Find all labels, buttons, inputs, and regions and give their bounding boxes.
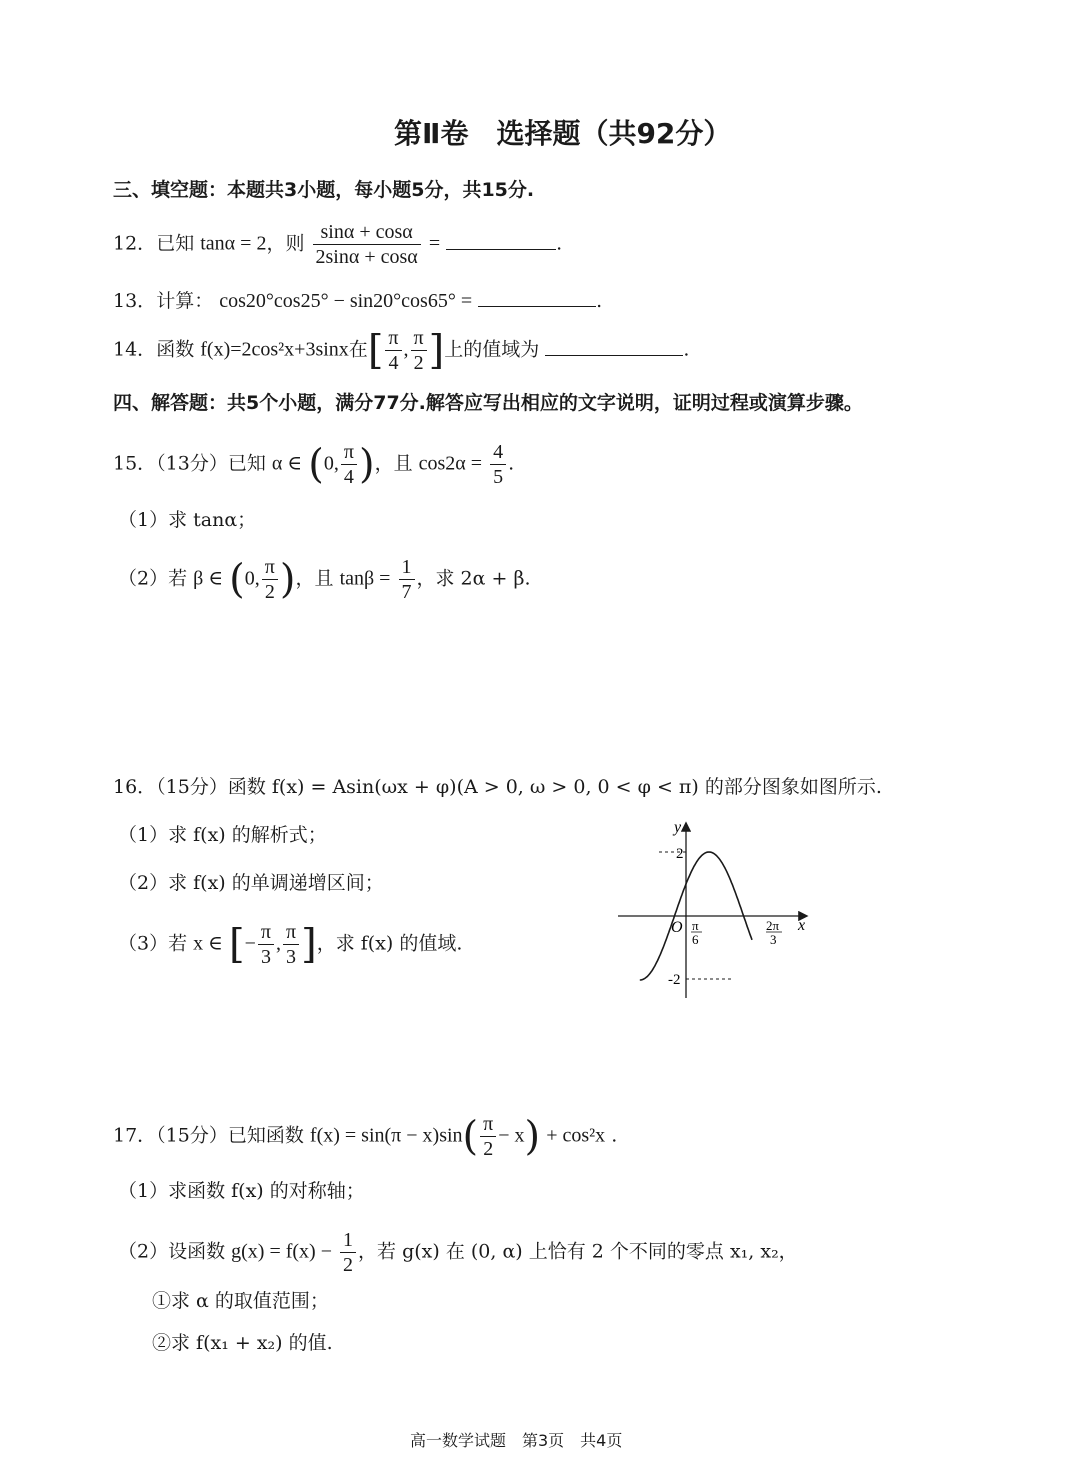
page-title: 第Ⅱ卷 选择题（共92分） bbox=[394, 117, 732, 150]
q14-answer-blank[interactable] bbox=[545, 337, 683, 356]
question-15: 15．（13分）已知 α ∈ (0, $\frac{\pi}{4}$ )，且 cos2α = $\frac{4}{5}$ . bbox=[113, 441, 515, 488]
section-4-heading: 四、解答题：共5个小题，满分77分.解答应写出相应的文字说明，证明过程或演算步骤。 bbox=[113, 392, 863, 414]
origin-label: O bbox=[671, 919, 683, 936]
question-16-part-2: （2）求 f(x) 的单调递增区间； bbox=[118, 872, 384, 894]
section-3-heading: 三、填空题：本题共3小题，每小题5分，共15分. bbox=[113, 179, 535, 201]
tick1-den: 6 bbox=[692, 932, 699, 947]
question-12: 12．已知 tanα = 2，则 $\frac{\sin\alpha + \cos\alpha}{2\sin\alpha + \cos\alpha}$ = . bbox=[113, 221, 563, 268]
question-16-part-1: （1）求 f(x) 的解析式； bbox=[118, 824, 327, 846]
question-14: 14．函数 f(x)=2cos²x+3sinx在[ $\frac{\pi}{4}$ , $\frac{\pi}{2}$ ]上的值域为 . bbox=[113, 327, 690, 374]
question-13: 13．计算： cos20°cos25° − sin20°cos65° = . bbox=[113, 290, 603, 312]
question-16: 16．（15分）函数 f(x) = Asin(ωx + φ)(A > 0, ω > 0, 0 < φ < π) 的部分图象如图所示. bbox=[113, 776, 882, 798]
q13-answer-blank[interactable] bbox=[478, 288, 596, 307]
x-axis-label: x bbox=[798, 917, 806, 934]
tick2-den: 3 bbox=[770, 932, 777, 947]
question-17-part-1: （1）求函数 f(x) 的对称轴； bbox=[118, 1180, 365, 1202]
y-min-label: -2 bbox=[668, 972, 681, 988]
question-16-part-3: （3）若 x ∈ [− $\frac{\pi}{3}$ , $\frac{\pi}{3}$ ]，求 f(x) 的值域. bbox=[118, 921, 463, 968]
q12-answer-blank[interactable] bbox=[446, 231, 556, 250]
page-footer: 高一数学试题 第3页 共4页 bbox=[410, 1431, 623, 1450]
question-15-part-2: （2）若 β ∈ (0, $\frac{\pi}{2}$ )，且 tanβ = $\frac{1}{7}$ ，求 2α + β. bbox=[118, 556, 531, 603]
question-17-subpart-1: ①求 α 的取值范围； bbox=[152, 1290, 329, 1312]
y-max-label: 2 bbox=[676, 846, 684, 862]
tick1-num: π bbox=[692, 918, 699, 933]
question-17-subpart-2: ②求 f(x₁ + x₂) 的值. bbox=[152, 1332, 333, 1354]
question-17: 17．（15分）已知函数 f(x) = sin(π − x)sin( $\frac{\pi}{2}$ − x) + cos²x . bbox=[113, 1113, 618, 1160]
function-graph bbox=[610, 812, 810, 1002]
y-axis-label: y bbox=[674, 819, 682, 836]
question-15-part-1: （1）求 tanα； bbox=[118, 509, 257, 531]
tick2-num: 2π bbox=[766, 918, 780, 933]
q12-fraction: $\frac{\sin\alpha + \cos\alpha}{2\sin\alpha + \cos\alpha}$ bbox=[313, 220, 421, 269]
question-17-part-2: （2）设函数 g(x) = f(x) − $\frac{1}{2}$ ，若 g(x) 在 (0, α) 上恰有 2 个不同的零点 x₁, x₂， bbox=[118, 1229, 798, 1276]
